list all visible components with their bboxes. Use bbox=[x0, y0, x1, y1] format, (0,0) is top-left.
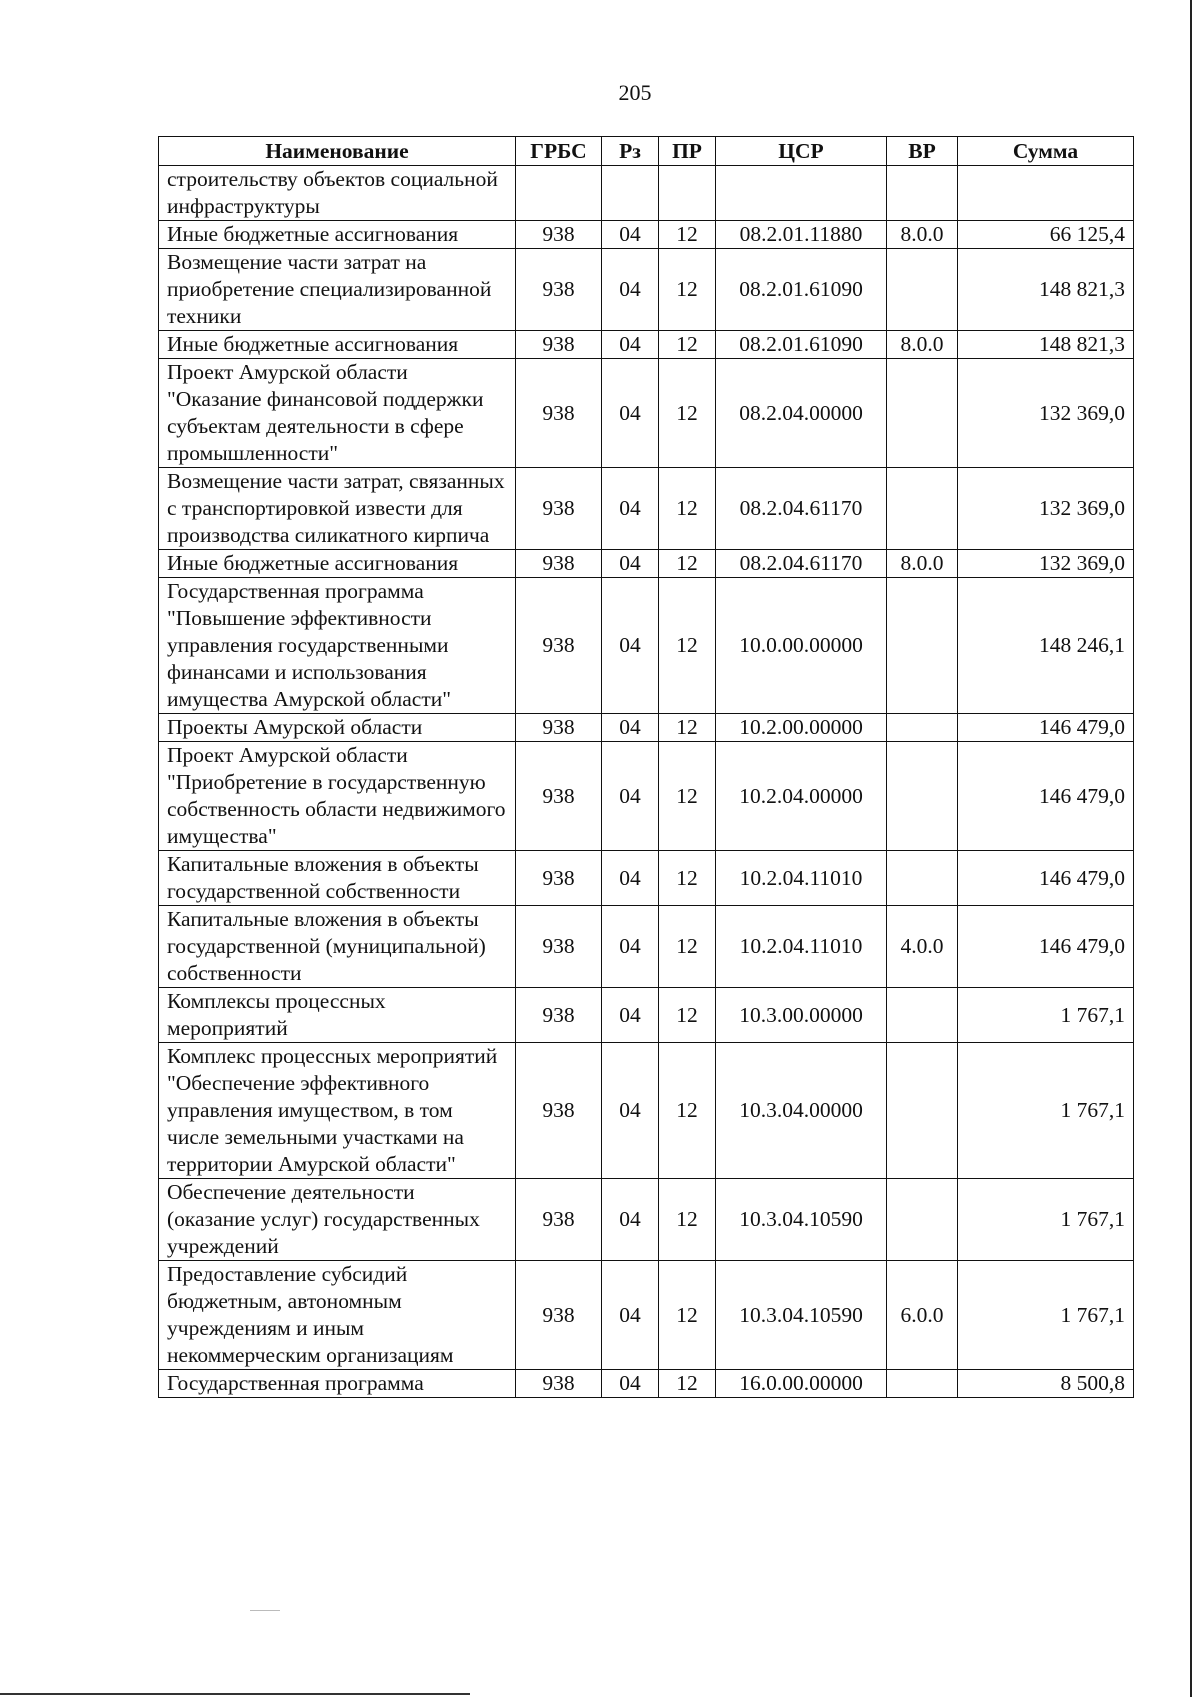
cell-name: Проект Амурской области "Оказание финансовой поддержки субъектам деятельности в сфере промышленности" bbox=[159, 359, 516, 468]
table-row bbox=[159, 1370, 1134, 1398]
cell-name: Государственная программа "Повышение эффективности управления государственными финансами и использования имущества Амурской области" bbox=[159, 578, 516, 714]
cell-vr bbox=[887, 988, 958, 1043]
cell-name: Обеспечение деятельности (оказание услуг) государственных учреждений bbox=[159, 1179, 516, 1261]
cell-csr: 08.2.04.61170 bbox=[716, 468, 887, 550]
cell-grbs: 938 bbox=[516, 550, 602, 578]
table-row bbox=[159, 221, 1134, 249]
cell-csr: 08.2.01.61090 bbox=[716, 249, 887, 331]
cell-sum: 132 369,0 bbox=[958, 550, 1134, 578]
header-csr: ЦСР bbox=[716, 137, 887, 166]
cell-rz: 04 bbox=[602, 578, 659, 714]
cell-csr bbox=[716, 166, 887, 221]
cell-sum: 132 369,0 bbox=[958, 359, 1134, 468]
cell-rz: 04 bbox=[602, 221, 659, 249]
header-row bbox=[159, 137, 1134, 166]
cell-vr: 8.0.0 bbox=[887, 331, 958, 359]
cell-pr: 12 bbox=[659, 1370, 716, 1398]
cell-sum: 1 767,1 bbox=[958, 1179, 1134, 1261]
cell-rz: 04 bbox=[602, 249, 659, 331]
cell-pr: 12 bbox=[659, 714, 716, 742]
cell-grbs: 938 bbox=[516, 1043, 602, 1179]
cell-rz: 04 bbox=[602, 331, 659, 359]
cell-csr: 08.2.04.61170 bbox=[716, 550, 887, 578]
cell-sum: 1 767,1 bbox=[958, 1043, 1134, 1179]
cell-grbs: 938 bbox=[516, 331, 602, 359]
cell-sum: 66 125,4 bbox=[958, 221, 1134, 249]
cell-rz: 04 bbox=[602, 359, 659, 468]
table-row bbox=[159, 988, 1134, 1043]
cell-grbs: 938 bbox=[516, 578, 602, 714]
cell-sum: 148 246,1 bbox=[958, 578, 1134, 714]
table-header bbox=[159, 137, 1134, 166]
cell-pr: 12 bbox=[659, 331, 716, 359]
cell-name: Комплексы процессных мероприятий bbox=[159, 988, 516, 1043]
cell-vr: 6.0.0 bbox=[887, 1261, 958, 1370]
cell-name: Иные бюджетные ассигнования bbox=[159, 550, 516, 578]
header-rz: Рз bbox=[602, 137, 659, 166]
cell-vr bbox=[887, 851, 958, 906]
cell-grbs: 938 bbox=[516, 249, 602, 331]
cell-pr: 12 bbox=[659, 249, 716, 331]
cell-csr: 10.3.00.00000 bbox=[716, 988, 887, 1043]
cell-vr bbox=[887, 1043, 958, 1179]
cell-csr: 10.2.04.00000 bbox=[716, 742, 887, 851]
cell-pr: 12 bbox=[659, 851, 716, 906]
cell-name: Капитальные вложения в объекты государственной (муниципальной) собственности bbox=[159, 906, 516, 988]
table-row bbox=[159, 578, 1134, 714]
cell-grbs: 938 bbox=[516, 221, 602, 249]
cell-rz: 04 bbox=[602, 1179, 659, 1261]
header-name: Наименование bbox=[159, 137, 516, 166]
cell-rz: 04 bbox=[602, 742, 659, 851]
cell-sum bbox=[958, 166, 1134, 221]
cell-csr: 10.2.00.00000 bbox=[716, 714, 887, 742]
cell-grbs: 938 bbox=[516, 468, 602, 550]
cell-sum: 146 479,0 bbox=[958, 906, 1134, 988]
table-row bbox=[159, 331, 1134, 359]
cell-csr: 08.2.04.00000 bbox=[716, 359, 887, 468]
page-number: 205 bbox=[618, 80, 652, 105]
cell-rz: 04 bbox=[602, 1370, 659, 1398]
cell-name: Иные бюджетные ассигнования bbox=[159, 331, 516, 359]
cell-grbs: 938 bbox=[516, 1370, 602, 1398]
cell-sum: 1 767,1 bbox=[958, 1261, 1134, 1370]
cell-csr: 10.0.00.00000 bbox=[716, 578, 887, 714]
cell-sum: 146 479,0 bbox=[958, 742, 1134, 851]
cell-pr: 12 bbox=[659, 359, 716, 468]
table-row bbox=[159, 906, 1134, 988]
cell-sum: 1 767,1 bbox=[958, 988, 1134, 1043]
cell-csr: 16.0.00.00000 bbox=[716, 1370, 887, 1398]
cell-pr: 12 bbox=[659, 1261, 716, 1370]
cell-rz: 04 bbox=[602, 714, 659, 742]
cell-rz: 04 bbox=[602, 550, 659, 578]
cell-sum: 8 500,8 bbox=[958, 1370, 1134, 1398]
table-row bbox=[159, 1043, 1134, 1179]
cell-vr bbox=[887, 742, 958, 851]
cell-rz: 04 bbox=[602, 1043, 659, 1179]
cell-pr: 12 bbox=[659, 550, 716, 578]
cell-vr bbox=[887, 714, 958, 742]
cell-grbs: 938 bbox=[516, 851, 602, 906]
cell-vr bbox=[887, 1370, 958, 1398]
table-row bbox=[159, 468, 1134, 550]
cell-vr: 8.0.0 bbox=[887, 550, 958, 578]
cell-pr: 12 bbox=[659, 468, 716, 550]
cell-vr bbox=[887, 578, 958, 714]
cell-pr: 12 bbox=[659, 988, 716, 1043]
cell-grbs: 938 bbox=[516, 906, 602, 988]
header-grbs: ГРБС bbox=[516, 137, 602, 166]
cell-csr: 10.3.04.00000 bbox=[716, 1043, 887, 1179]
cell-name: Предоставление субсидий бюджетным, автономным учреждениям и иным некоммерческим организациям bbox=[159, 1261, 516, 1370]
cell-vr bbox=[887, 166, 958, 221]
cell-pr: 12 bbox=[659, 578, 716, 714]
cell-rz bbox=[602, 166, 659, 221]
cell-csr: 10.3.04.10590 bbox=[716, 1261, 887, 1370]
cell-sum: 132 369,0 bbox=[958, 468, 1134, 550]
cell-rz: 04 bbox=[602, 906, 659, 988]
cell-sum: 146 479,0 bbox=[958, 714, 1134, 742]
table-row bbox=[159, 1261, 1134, 1370]
cell-name: Возмещение части затрат на приобретение специализированной техники bbox=[159, 249, 516, 331]
cell-grbs bbox=[516, 166, 602, 221]
page-edge-line bbox=[1190, 0, 1192, 1697]
cell-csr: 08.2.01.61090 bbox=[716, 331, 887, 359]
cell-pr: 12 bbox=[659, 906, 716, 988]
cell-name: Проект Амурской области "Приобретение в государственную собственность области недвижимого имущества" bbox=[159, 742, 516, 851]
cell-name: Возмещение части затрат, связанных с транспортировкой извести для производства силикатного кирпича bbox=[159, 468, 516, 550]
cell-vr: 8.0.0 bbox=[887, 221, 958, 249]
table-row bbox=[159, 1179, 1134, 1261]
cell-grbs: 938 bbox=[516, 359, 602, 468]
cell-pr: 12 bbox=[659, 221, 716, 249]
header-sum: Сумма bbox=[958, 137, 1134, 166]
cell-grbs: 938 bbox=[516, 714, 602, 742]
table-row bbox=[159, 742, 1134, 851]
cell-name: Комплекс процессных мероприятий "Обеспечение эффективного управления имуществом, в том числе земельными участками на территории Амурской области" bbox=[159, 1043, 516, 1179]
bottom-rule bbox=[0, 1693, 470, 1695]
table-body bbox=[159, 166, 1134, 1398]
table-row bbox=[159, 714, 1134, 742]
cell-csr: 08.2.01.11880 bbox=[716, 221, 887, 249]
cell-sum: 148 821,3 bbox=[958, 249, 1134, 331]
table-row bbox=[159, 166, 1134, 221]
cell-vr bbox=[887, 468, 958, 550]
cell-sum: 148 821,3 bbox=[958, 331, 1134, 359]
cell-name: Капитальные вложения в объекты государственной собственности bbox=[159, 851, 516, 906]
cell-rz: 04 bbox=[602, 468, 659, 550]
cell-rz: 04 bbox=[602, 988, 659, 1043]
cell-sum: 146 479,0 bbox=[958, 851, 1134, 906]
table-row bbox=[159, 550, 1134, 578]
budget-table bbox=[158, 136, 1134, 1398]
cell-grbs: 938 bbox=[516, 742, 602, 851]
cell-csr: 10.3.04.10590 bbox=[716, 1179, 887, 1261]
cell-name: Проекты Амурской области bbox=[159, 714, 516, 742]
cell-pr: 12 bbox=[659, 1043, 716, 1179]
cell-csr: 10.2.04.11010 bbox=[716, 851, 887, 906]
cell-name: Государственная программа bbox=[159, 1370, 516, 1398]
cell-rz: 04 bbox=[602, 851, 659, 906]
table-row bbox=[159, 249, 1134, 331]
cell-name: строительству объектов социальной инфраструктуры bbox=[159, 166, 516, 221]
cell-pr bbox=[659, 166, 716, 221]
cell-vr bbox=[887, 359, 958, 468]
cell-pr: 12 bbox=[659, 1179, 716, 1261]
cell-pr: 12 bbox=[659, 742, 716, 851]
header-vr: ВР bbox=[887, 137, 958, 166]
table-row bbox=[159, 359, 1134, 468]
cell-grbs: 938 bbox=[516, 1261, 602, 1370]
cell-vr: 4.0.0 bbox=[887, 906, 958, 988]
cell-rz: 04 bbox=[602, 1261, 659, 1370]
table-row bbox=[159, 851, 1134, 906]
cell-grbs: 938 bbox=[516, 1179, 602, 1261]
header-pr: ПР bbox=[659, 137, 716, 166]
cell-grbs: 938 bbox=[516, 988, 602, 1043]
cell-name: Иные бюджетные ассигнования bbox=[159, 221, 516, 249]
scan-mark bbox=[250, 1610, 280, 1611]
cell-vr bbox=[887, 1179, 958, 1261]
cell-vr bbox=[887, 249, 958, 331]
cell-csr: 10.2.04.11010 bbox=[716, 906, 887, 988]
